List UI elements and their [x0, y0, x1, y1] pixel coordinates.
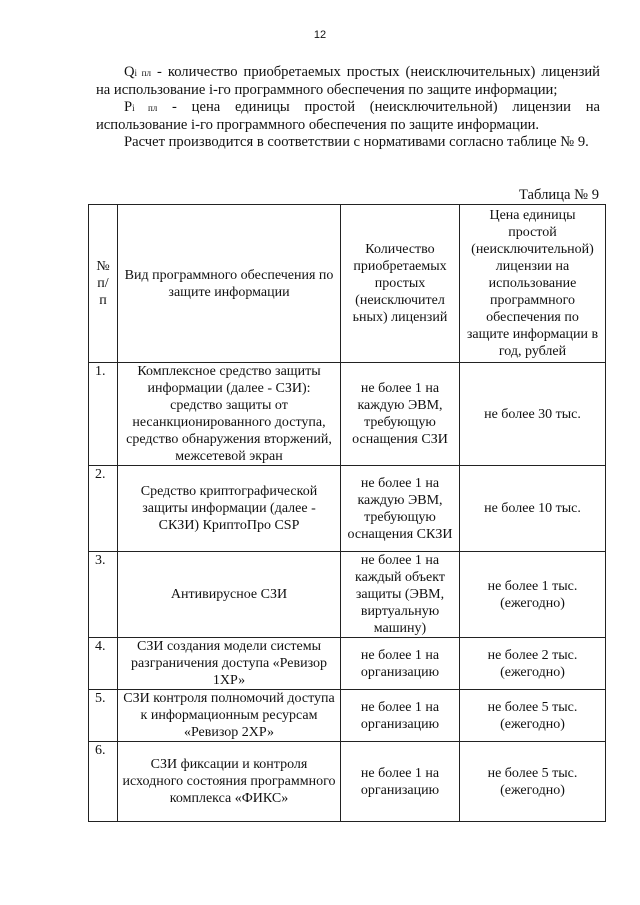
- paragraph-q-text: - количество приобретаемых простых (неисключительных) лицензий на использование i-го программного обеспечения по защите информации;: [96, 64, 600, 98]
- row-license-price: не более 1 тыс. (ежегодно): [460, 552, 606, 638]
- row-license-price: не более 5 тыс. (ежегодно): [460, 742, 606, 822]
- row-license-quantity: не более 1 на организацию: [341, 742, 460, 822]
- row-software-kind: Комплексное средство защиты информации (далее - СЗИ): средство защиты от несанкционированного доступа, средство обнаружения вторжений, межсетевой экран: [118, 363, 341, 466]
- paragraph-p-definition: [96, 99, 600, 134]
- row-software-kind: СЗИ фиксации и контроля исходного состояния программного комплекса «ФИКС»: [118, 742, 341, 822]
- row-number: 4.: [89, 638, 118, 690]
- table-caption: Таблица № 9: [519, 187, 599, 203]
- symbol-p: P: [124, 99, 133, 115]
- header-license-quantity: Количество приобретаемых простых (неисключител ьных) лицензий: [341, 205, 460, 363]
- paragraph-q-definition: [96, 64, 600, 99]
- norms-table: [88, 204, 606, 822]
- table-row: [89, 552, 606, 638]
- subscript-p: i пл: [132, 103, 158, 113]
- paragraph-p-text: - цена единицы простой (неисключительной) лицензии на использование i-го программного обеспечения по защите информации.: [96, 99, 600, 133]
- row-number: 6.: [89, 742, 118, 822]
- table-row: [89, 363, 606, 466]
- header-number: № п/ п: [89, 205, 118, 363]
- row-license-quantity: не более 1 на организацию: [341, 638, 460, 690]
- table-row: [89, 638, 606, 690]
- table-row: [89, 690, 606, 742]
- row-license-quantity: не более 1 на каждую ЭВМ, требующую оснащения СЗИ: [341, 363, 460, 466]
- table-row: [89, 742, 606, 822]
- table-row: [89, 466, 606, 552]
- row-license-quantity: не более 1 на каждую ЭВМ, требующую оснащения СКЗИ: [341, 466, 460, 552]
- row-license-price: не более 30 тыс.: [460, 363, 606, 466]
- subscript-q: i пл: [134, 68, 151, 78]
- row-license-price: не более 10 тыс.: [460, 466, 606, 552]
- row-number: 5.: [89, 690, 118, 742]
- header-software-kind: Вид программного обеспечения по защите информации: [118, 205, 341, 363]
- page-number: 12: [313, 29, 327, 41]
- row-number: 3.: [89, 552, 118, 638]
- table-header-row: [89, 205, 606, 363]
- row-number: 1.: [89, 363, 118, 466]
- header-license-price: Цена единицы простой (неисключительной) лицензии на использование программного обеспечения по защите информации в год, рублей: [460, 205, 606, 363]
- row-license-price: не более 2 тыс. (ежегодно): [460, 638, 606, 690]
- row-software-kind: Средство криптографической защиты информации (далее - СКЗИ) КриптоПро CSP: [118, 466, 341, 552]
- row-number: 2.: [89, 466, 118, 552]
- symbol-q: Q: [124, 64, 135, 80]
- body-text: [96, 64, 600, 151]
- row-software-kind: СЗИ контроля полномочий доступа к информационным ресурсам «Ревизор 2ХР»: [118, 690, 341, 742]
- paragraph-calculation: Расчет производится в соответствии с нормативами согласно таблице № 9.: [124, 134, 589, 150]
- row-software-kind: Антивирусное СЗИ: [118, 552, 341, 638]
- row-software-kind: СЗИ создания модели системы разграничения доступа «Ревизор 1ХР»: [118, 638, 341, 690]
- row-license-quantity: не более 1 на каждый объект защиты (ЭВМ, виртуальную машину): [341, 552, 460, 638]
- row-license-price: не более 5 тыс. (ежегодно): [460, 690, 606, 742]
- row-license-quantity: не более 1 на организацию: [341, 690, 460, 742]
